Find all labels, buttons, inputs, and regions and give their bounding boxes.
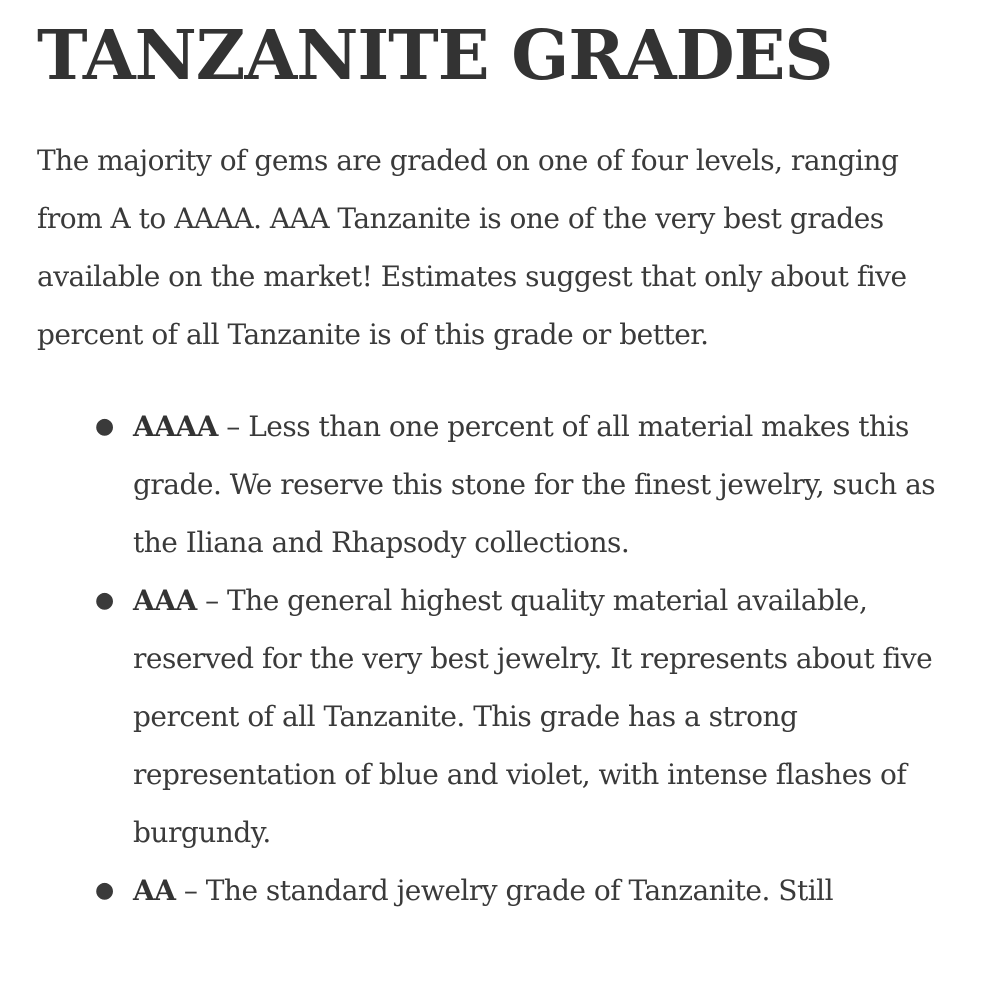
page-title: TANZANITE GRADES xyxy=(37,16,833,96)
grade-label: AAAA xyxy=(133,410,218,443)
list-item xyxy=(95,572,967,862)
bullet-icon: ● xyxy=(95,588,114,613)
intro-paragraph: The majority of gems are graded on one of four levels, ranging from A to AAAA. AAA Tanzanite is one of the very best grades available on the market! Estimates suggest that only about five percent of all Tanzanite is of this grade or better. xyxy=(37,144,907,351)
grade-description: – Less than one percent of all material makes this grade. We reserve this stone for the finest jewelry, such as the Iliana and Rhapsody collections. xyxy=(133,410,936,559)
list-item xyxy=(95,862,967,920)
article-content xyxy=(37,0,967,920)
grades-list xyxy=(37,398,967,920)
grade-description: – The general highest quality material available, reserved for the very best jewelry. It represents about five percent of all Tanzanite. This grade has a strong representation of blue and violet, with intense flashes of burgundy. xyxy=(133,584,933,849)
grade-description: – The standard jewelry grade of Tanzanite. Still xyxy=(175,874,834,907)
grade-label: AA xyxy=(133,874,176,907)
bullet-icon: ● xyxy=(95,878,114,903)
bullet-icon: ● xyxy=(95,414,114,439)
list-item xyxy=(95,398,967,572)
grade-label: AAA xyxy=(133,584,197,617)
